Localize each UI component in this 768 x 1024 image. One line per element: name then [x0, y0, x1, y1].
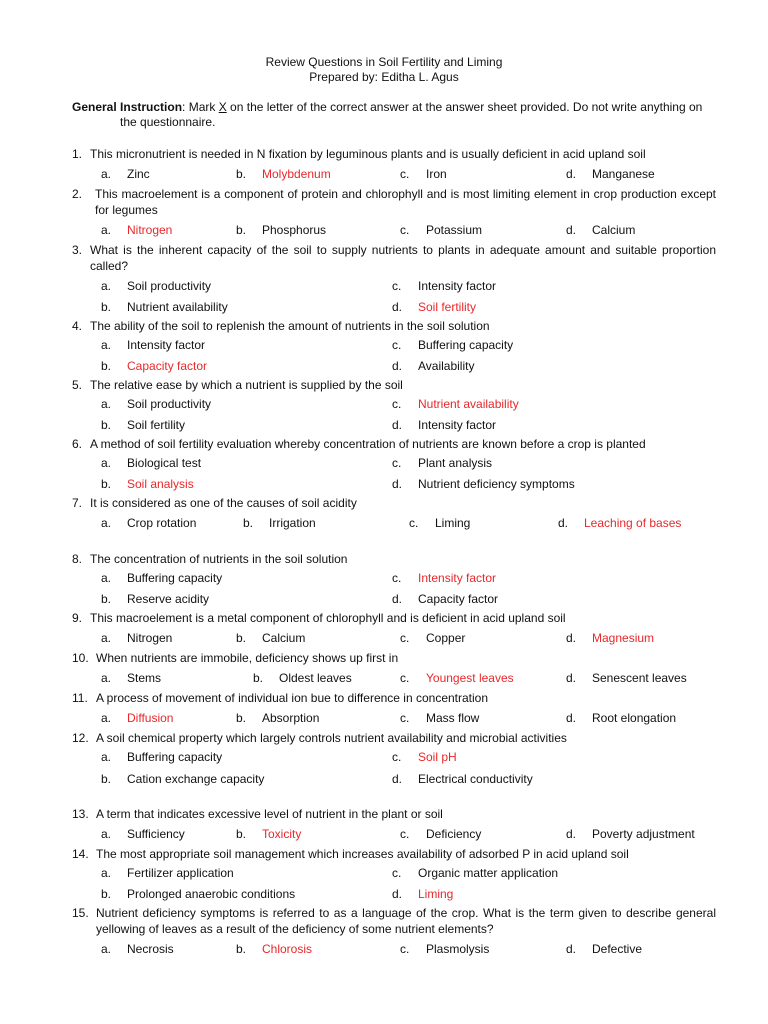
- question-number: 3.: [72, 243, 83, 257]
- option-letter: b.: [253, 671, 264, 685]
- question-number: 1.: [72, 147, 83, 161]
- option-text: Liming: [435, 516, 471, 530]
- option-letter: c.: [392, 750, 402, 764]
- instruction-colon: :: [182, 100, 189, 114]
- option-8b[interactable]: [101, 592, 210, 606]
- option-text: Electrical conductivity: [418, 772, 533, 786]
- option-letter: b.: [236, 711, 247, 725]
- option-letter: d.: [566, 942, 577, 956]
- option-letter: c.: [400, 827, 410, 841]
- question-text: A process of movement of individual ion bue to difference in concentration: [96, 691, 489, 705]
- option-text: Copper: [426, 631, 466, 645]
- question-number: 5.: [72, 378, 83, 392]
- option-letter: b.: [101, 300, 112, 314]
- question-10: [72, 650, 716, 666]
- option-11d[interactable]: [566, 711, 677, 725]
- instruction-post: on the letter of the correct answer at the answer sheet provided. Do not write anything on the questionnaire.: [120, 100, 703, 129]
- option-5c[interactable]: [392, 397, 519, 411]
- option-text: Calcium: [592, 223, 636, 237]
- option-text: Soil analysis: [127, 477, 194, 491]
- option-letter: d.: [558, 516, 569, 530]
- option-3a[interactable]: [101, 279, 212, 293]
- option-letter: c.: [400, 711, 410, 725]
- option-letter: c.: [392, 571, 402, 585]
- option-8a[interactable]: [101, 571, 223, 585]
- option-letter: b.: [101, 418, 112, 432]
- option-10b[interactable]: [253, 671, 352, 685]
- option-6a[interactable]: [101, 456, 202, 470]
- option-letter: a.: [101, 942, 112, 956]
- question-text: The ability of the soil to replenish the amount of nutrients in the soil solution: [90, 319, 490, 333]
- option-letter: d.: [566, 631, 577, 645]
- option-4b[interactable]: [101, 359, 208, 373]
- question-12: [72, 730, 716, 746]
- question-number: 4.: [72, 319, 83, 333]
- option-5d[interactable]: [392, 418, 497, 432]
- author-line: Prepared by: Editha L. Agus: [309, 70, 459, 84]
- option-text: Intensity factor: [127, 338, 206, 352]
- option-7b[interactable]: [243, 516, 316, 530]
- option-1c[interactable]: [400, 167, 447, 181]
- option-11a[interactable]: [101, 711, 174, 725]
- option-letter: b.: [236, 223, 247, 237]
- option-letter: c.: [400, 631, 410, 645]
- option-15b[interactable]: [236, 942, 313, 956]
- question-number: 15.: [72, 906, 89, 920]
- option-letter: d.: [392, 477, 403, 491]
- option-5a[interactable]: [101, 397, 212, 411]
- option-6c[interactable]: [392, 456, 493, 470]
- option-text: Potassium: [426, 223, 483, 237]
- option-text: Buffering capacity: [127, 750, 223, 764]
- option-7a[interactable]: [101, 516, 197, 530]
- question-number: 13.: [72, 807, 89, 821]
- option-6d[interactable]: [392, 477, 575, 491]
- option-7c[interactable]: [409, 516, 471, 530]
- option-1d[interactable]: [566, 167, 655, 181]
- instruction-label: General Instruction: [72, 100, 183, 114]
- question-number: 10.: [72, 651, 89, 665]
- option-text: Leaching of bases: [584, 516, 682, 530]
- option-14a[interactable]: [101, 866, 234, 880]
- option-12b[interactable]: [101, 772, 265, 786]
- question-number: 7.: [72, 496, 83, 510]
- option-text: Mass flow: [426, 711, 480, 725]
- question-4: [72, 318, 716, 334]
- option-text: Magnesium: [592, 631, 655, 645]
- question-13: [72, 806, 716, 822]
- option-letter: a.: [101, 279, 112, 293]
- option-text: Intensity factor: [418, 279, 497, 293]
- option-text: Absorption: [262, 711, 320, 725]
- option-text: Senescent leaves: [592, 671, 687, 685]
- option-text: Youngest leaves: [426, 671, 514, 685]
- instruction-mark: X: [218, 100, 227, 114]
- option-letter: b.: [101, 887, 112, 901]
- option-text: Calcium: [262, 631, 306, 645]
- option-text: Soil fertility: [418, 300, 477, 314]
- option-text: Prolonged anaerobic conditions: [127, 887, 296, 901]
- option-letter: b.: [236, 167, 247, 181]
- question-text: It is considered as one of the causes of soil acidity: [90, 496, 357, 510]
- option-14b[interactable]: [101, 887, 296, 901]
- option-3b[interactable]: [101, 300, 228, 314]
- option-text: Plasmolysis: [426, 942, 490, 956]
- document-title: Review Questions in Soil Fertility and Liming: [265, 55, 503, 69]
- option-text: Chlorosis: [262, 942, 313, 956]
- option-letter: b.: [243, 516, 254, 530]
- option-text: Capacity factor: [127, 359, 208, 373]
- question-number: 8.: [72, 552, 83, 566]
- option-letter: c.: [409, 516, 419, 530]
- option-letter: d.: [392, 592, 403, 606]
- option-letter: b.: [101, 359, 112, 373]
- question-text: Nutrient deficiency symptoms is referred to as a language of the crop. What is the term given to describe general yellowing of leaves as a result of the deficiency of some nutrient elements?: [96, 906, 716, 936]
- option-9d[interactable]: [566, 631, 655, 645]
- option-10c[interactable]: [400, 671, 514, 685]
- option-letter: c.: [392, 866, 402, 880]
- option-letter: a.: [101, 827, 112, 841]
- option-letter: a.: [101, 631, 112, 645]
- option-letter: d.: [392, 418, 403, 432]
- question-9: [72, 610, 716, 626]
- option-text: Intensity factor: [418, 571, 497, 585]
- question-2: [72, 186, 716, 218]
- option-letter: d.: [566, 711, 577, 725]
- option-letter: a.: [101, 167, 112, 181]
- option-2b[interactable]: [236, 223, 327, 237]
- option-14c[interactable]: [392, 866, 559, 880]
- option-15a[interactable]: [101, 942, 174, 956]
- option-letter: c.: [392, 456, 402, 470]
- option-text: Nitrogen: [127, 223, 173, 237]
- option-letter: a.: [101, 671, 112, 685]
- option-text: Buffering capacity: [127, 571, 223, 585]
- question-text: The concentration of nutrients in the soil solution: [90, 552, 348, 566]
- question-text: The relative ease by which a nutrient is supplied by the soil: [90, 378, 403, 392]
- question-text: This macroelement is a metal component of chlorophyll and is deficient in acid upland soil: [90, 611, 566, 625]
- option-letter: a.: [101, 456, 112, 470]
- option-5b[interactable]: [101, 418, 186, 432]
- question-14: [72, 846, 716, 862]
- option-letter: d.: [392, 772, 403, 786]
- question-text: A soil chemical property which largely controls nutrient availability and microbial activities: [96, 731, 567, 745]
- option-13c[interactable]: [400, 827, 482, 841]
- question-text: A term that indicates excessive level of nutrient in the plant or soil: [96, 807, 443, 821]
- option-text: Sufficiency: [127, 827, 185, 841]
- question-number: 2.: [72, 187, 83, 201]
- option-8d[interactable]: [392, 592, 499, 606]
- question-number: 9.: [72, 611, 83, 625]
- option-text: Oldest leaves: [279, 671, 352, 685]
- option-letter: d.: [566, 827, 577, 841]
- option-8c[interactable]: [392, 571, 497, 585]
- option-letter: b.: [236, 631, 247, 645]
- option-text: Buffering capacity: [418, 338, 514, 352]
- question-number: 11.: [72, 691, 88, 705]
- option-letter: a.: [101, 866, 112, 880]
- option-letter: a.: [101, 338, 112, 352]
- option-9a[interactable]: [101, 631, 173, 645]
- option-text: Fertilizer application: [127, 866, 234, 880]
- option-text: Soil pH: [418, 750, 457, 764]
- general-instruction: [72, 100, 716, 130]
- option-11c[interactable]: [400, 711, 480, 725]
- instruction-pre: Mark: [188, 100, 219, 114]
- option-10a[interactable]: [101, 671, 162, 685]
- option-letter: d.: [392, 359, 403, 373]
- option-2c[interactable]: [400, 223, 483, 237]
- option-13d[interactable]: [566, 827, 695, 841]
- option-text: Irrigation: [269, 516, 316, 530]
- question-text: This macroelement is a component of protein and chlorophyll and is most limiting element in crop production except for legumes: [95, 187, 716, 217]
- option-4d[interactable]: [392, 359, 475, 373]
- question-text: What is the inherent capacity of the soil to supply nutrients to plants in adequate amount and suitable proportion called?: [90, 243, 716, 273]
- option-letter: d.: [392, 887, 403, 901]
- option-11b[interactable]: [236, 711, 320, 725]
- option-letter: a.: [101, 750, 112, 764]
- option-4a[interactable]: [101, 338, 206, 352]
- option-text: Necrosis: [127, 942, 174, 956]
- option-letter: d.: [566, 223, 577, 237]
- option-text: Iron: [426, 167, 447, 181]
- option-text: Organic matter application: [418, 866, 559, 880]
- option-15d[interactable]: [566, 942, 643, 956]
- option-letter: d.: [566, 671, 577, 685]
- option-letter: c.: [400, 671, 410, 685]
- option-text: Stems: [127, 671, 162, 685]
- option-10d[interactable]: [566, 671, 687, 685]
- option-text: Phosphorus: [262, 223, 327, 237]
- option-letter: c.: [400, 223, 410, 237]
- option-text: Nitrogen: [127, 631, 173, 645]
- option-text: Availability: [418, 359, 475, 373]
- option-6b[interactable]: [101, 477, 194, 491]
- option-9c[interactable]: [400, 631, 466, 645]
- option-text: Cation exchange capacity: [127, 772, 265, 786]
- option-letter: c.: [400, 167, 410, 181]
- option-text: Nutrient deficiency symptoms: [418, 477, 575, 491]
- option-letter: b.: [101, 772, 112, 786]
- question-number: 12.: [72, 731, 89, 745]
- question-text: When nutrients are immobile, deficiency shows up first in: [96, 651, 399, 665]
- option-9b[interactable]: [236, 631, 306, 645]
- option-7d[interactable]: [558, 516, 682, 530]
- question-11: [72, 690, 716, 706]
- question-number: 6.: [72, 437, 83, 451]
- option-2d[interactable]: [566, 223, 636, 237]
- option-text: Crop rotation: [127, 516, 197, 530]
- option-4c[interactable]: [392, 338, 514, 352]
- question-text: This micronutrient is needed in N fixation by leguminous plants and is usually deficient in acid upland soil: [90, 147, 646, 161]
- option-text: Capacity factor: [418, 592, 499, 606]
- option-3c[interactable]: [392, 279, 497, 293]
- option-letter: b.: [101, 592, 112, 606]
- question-text: The most appropriate soil management which increases availability of adsorbed P in acid upland soil: [96, 847, 629, 861]
- option-letter: b.: [101, 477, 112, 491]
- question-5: [72, 377, 716, 393]
- question-8: [72, 551, 716, 567]
- question-3: [72, 242, 716, 274]
- question-15: [72, 905, 716, 937]
- option-text: Soil productivity: [127, 397, 212, 411]
- option-letter: a.: [101, 711, 112, 725]
- option-1b[interactable]: [236, 167, 331, 181]
- question-number: 14.: [72, 847, 89, 861]
- option-13b[interactable]: [236, 827, 302, 841]
- option-15c[interactable]: [400, 942, 490, 956]
- option-letter: d.: [392, 300, 403, 314]
- option-text: Nutrient availability: [418, 397, 519, 411]
- option-1a[interactable]: [101, 167, 150, 181]
- option-text: Toxicity: [262, 827, 302, 841]
- question-6: [72, 436, 716, 452]
- option-12d[interactable]: [392, 772, 533, 786]
- option-text: Diffusion: [127, 711, 174, 725]
- option-text: Root elongation: [592, 711, 677, 725]
- question-text: A method of soil fertility evaluation whereby concentration of nutrients are known before a crop is planted: [90, 437, 646, 451]
- option-text: Nutrient availability: [127, 300, 228, 314]
- question-1: [72, 146, 716, 162]
- option-text: Soil productivity: [127, 279, 212, 293]
- option-text: Plant analysis: [418, 456, 493, 470]
- option-letter: d.: [566, 167, 577, 181]
- option-13a[interactable]: [101, 827, 185, 841]
- option-text: Biological test: [127, 456, 202, 470]
- question-7: [72, 495, 716, 511]
- option-text: Reserve acidity: [127, 592, 210, 606]
- option-3d[interactable]: [392, 300, 477, 314]
- option-letter: c.: [400, 942, 410, 956]
- option-letter: c.: [392, 279, 402, 293]
- option-letter: a.: [101, 397, 112, 411]
- option-12a[interactable]: [101, 750, 223, 764]
- option-text: Deficiency: [426, 827, 482, 841]
- option-text: Manganese: [592, 167, 655, 181]
- option-text: Intensity factor: [418, 418, 497, 432]
- option-text: Molybdenum: [262, 167, 331, 181]
- option-letter: a.: [101, 223, 112, 237]
- option-text: Defective: [592, 942, 643, 956]
- option-2a[interactable]: [101, 223, 173, 237]
- option-letter: b.: [236, 827, 247, 841]
- option-text: Zinc: [127, 167, 150, 181]
- option-letter: c.: [392, 397, 402, 411]
- option-letter: a.: [101, 516, 112, 530]
- option-letter: a.: [101, 571, 112, 585]
- option-12c[interactable]: [392, 750, 457, 764]
- option-14d[interactable]: [392, 887, 454, 901]
- option-letter: c.: [392, 338, 402, 352]
- option-letter: b.: [236, 942, 247, 956]
- option-text: Liming: [418, 887, 454, 901]
- option-text: Soil fertility: [127, 418, 186, 432]
- option-text: Poverty adjustment: [592, 827, 695, 841]
